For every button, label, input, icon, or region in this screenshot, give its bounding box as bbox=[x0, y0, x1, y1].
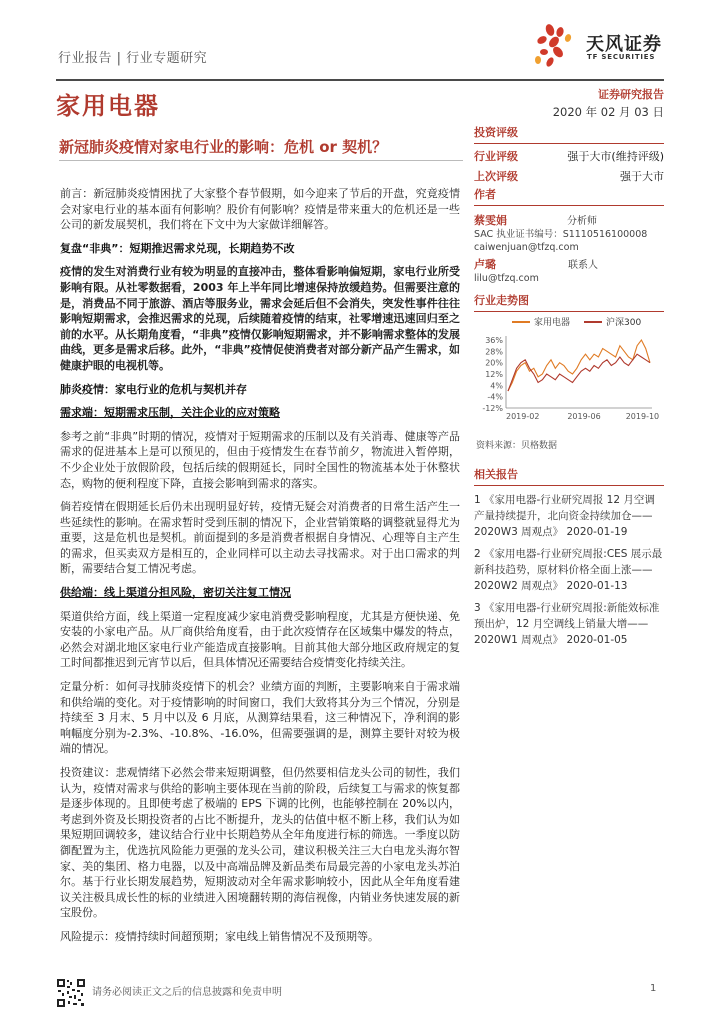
author2-row bbox=[474, 256, 664, 272]
x-tick-label: 2019-06 bbox=[567, 412, 601, 421]
author2-name: 卢璐 bbox=[474, 258, 496, 271]
paragraph-demand-1: 参考之前“非典”时期的情况，疫情对于短期需求的压制以及有关消毒、健康等产品需求的促进基本上是可以预见的，但由于疫情发生在春节前夕，物流进入暂停期，不少企业处于放假阶段，包括后续的假期延长，同时全国性的物流基本处于休整状态，购物的便利程度下降，直接会影响到需求的落实。 bbox=[60, 429, 460, 490]
legend-label: 家用电器 bbox=[534, 318, 571, 328]
report-category: 行业报告 | 行业专题研究 bbox=[58, 51, 208, 66]
related-reports-section bbox=[474, 466, 664, 648]
author2-role: 联系人 bbox=[568, 260, 598, 271]
industry-rating-value: 强于大市(维持评级) bbox=[567, 150, 664, 163]
main-content bbox=[60, 186, 460, 953]
chart-title: 行业走势图 bbox=[474, 292, 664, 312]
rating-title: 投资评级 bbox=[474, 124, 664, 144]
y-tick-label: 28% bbox=[485, 347, 503, 357]
x-tick-label: 2019-02 bbox=[506, 412, 540, 421]
related-report-1[interactable]: 1 《家用电器-行业研究周报 12 月空调产量持续提升，北向资金持续加仓——2020W3 周观点》 2020-01-19 bbox=[474, 494, 655, 538]
header-divider bbox=[56, 79, 664, 81]
report-date: 2020 年 02 月 03 日 bbox=[552, 105, 664, 119]
author1-cert: SAC 执业证书编号：S1110516100008 bbox=[474, 229, 648, 240]
paragraph-risk: 风险提示：疫情持续时间超预期；家电线上销售情况不及预期等。 bbox=[60, 929, 379, 943]
page-number: 1 bbox=[650, 983, 657, 994]
prev-rating-row bbox=[474, 168, 664, 184]
related-report-3[interactable]: 3 《家用电器-行业研究周报:新能效标准预出炉，12 月空调线上销量大增——2020W1 周观点》 2020-01-05 bbox=[474, 602, 660, 646]
industry-trend-chart bbox=[474, 292, 664, 436]
chart-svg bbox=[474, 312, 664, 432]
sector-title: 家用电器 bbox=[56, 92, 160, 120]
y-tick-label: -4% bbox=[487, 392, 503, 402]
y-tick-label: 12% bbox=[485, 370, 503, 379]
industry-rating-row bbox=[474, 148, 664, 164]
related-report-2[interactable]: 2 《家用电器-行业研究周报:CES 展示最新科技趋势，原材料价格全面上涨——2020W2 周观点》 2020-01-13 bbox=[474, 548, 663, 592]
paragraph-quantitative: 定量分析：如何寻找肺炎疫情下的机会？业绩方面的判断，主要影响来自于需求端和供给端的变化。对于疫情影响的时间窗口，我们大致将其分为三个情况，分别是持续至 3 月末、5 月中以及 6 月底，从测算结果看，这三种情况下，净利润的影响幅度分别为-2.3%、-10.8%、-16.0%，但需要强调的是，测算主要针对较为极端的情况。 bbox=[60, 680, 460, 756]
logo-text-en: TF SECURITIES bbox=[587, 53, 656, 61]
footer-disclaimer: 请务必阅读正文之后的信息披露和免责申明 bbox=[92, 987, 282, 998]
section-heading-demand: 需求端：短期需求压制，关注企业的应对策略 bbox=[60, 406, 280, 420]
paragraph-supply: 渠道供给方面，线上渠道一定程度减少家电消费受影响程度，尤其是方便快递、免安装的小家电产品。从厂商供给角度看，由于此次疫情存在区域集中爆发的特点，必然会对湖北地区家电行业产能造成直接影响。目前其他大部分地区政府规定的复工时间都推迟到元宵节以后，但具体情况还需要结合疫情变化持续关注。 bbox=[60, 609, 460, 670]
x-tick-label: 2019-10 bbox=[625, 412, 660, 421]
rating-section bbox=[474, 124, 664, 184]
author1-email[interactable]: caiwenjuan@tfzq.com bbox=[474, 242, 579, 253]
report-title: 新冠肺炎疫情对家电行业的影响：危机 or 契机？ bbox=[59, 138, 388, 156]
y-tick-label: 36% bbox=[485, 336, 503, 345]
chart-source: 资料来源：贝格数据 bbox=[476, 441, 558, 451]
related-title: 相关报告 bbox=[474, 466, 664, 486]
report-type: 证券研究报告 bbox=[598, 88, 664, 101]
qr-code-icon bbox=[56, 978, 86, 1008]
y-tick-label: -12% bbox=[482, 404, 503, 413]
paragraph-investment: 投资建议：悲观情绪下必然会带来短期调整，但仍然要相信龙头公司的韧性，我们认为，疫情对需求与供给的影响主要体现在当前的阶段，后续复工与需求的恢复都是逐步体现的。且即使考虑了极端的 EPS 下调的比例，也能够控制在 20%以内，考虑到外资及长期投资者的占比不断提升，龙头的估值中枢不断上移，我们认为如果短期回调较多，建议结合行业中长期趋势从全年角度进行标的筛选。一季度以防御配置为主，优选抗风险能力更强的龙头公司，建议积极关注三大白电龙头海尔智家、美的集团、格力电器，以及中高端品牌及新品类布局最完善的小家电龙头苏泊尔。基于行业长期发展趋势，短期波动对全年需求影响较小，因此从全年角度看建议关注极具成长性的标的业绩进入困境翻转期的海信视像，内销业务快速发展的新宝股份。 bbox=[60, 766, 460, 920]
section-heading-pneumonia: 肺炎疫情：家电行业的危机与契机并存 bbox=[60, 382, 247, 396]
prev-rating-label: 上次评级 bbox=[474, 170, 518, 183]
paragraph-sars: 疫情的发生对消费行业有较为明显的直接冲击，整体看影响偏短期，家电行业所受影响有限。从社零数据看，2003 年上半年同比增速保持放缓趋势。但需要注意的是，消费品不同于旅游、酒店等服务业，需求会延后但不会消失，突发性事件往往影响短期需求，会推迟需求的兑现，后续随着疫情的结束，社零增速迅速回归至之前的水平。从长期角度看，“非典”疫情仅影响短期需求，并不影响需求整体的发展曲线，更多是需求后移。此外，“非典”疫情促使消费者对部分新产品产生需求，如健康护眼的电视机等。 bbox=[60, 265, 460, 372]
y-tick-label: 20% bbox=[485, 358, 503, 368]
y-tick-label: 4% bbox=[490, 381, 503, 391]
intro-paragraph: 前言：新冠肺炎疫情困扰了大家整个春节假期，如今迎来了节后的开盘，究竟疫情会对家电行业的基本面有何影响？股价有何影响？疫情是带来重大的危机还是一些公司的新发展契机，我们将在下文中为大家做详细解答。 bbox=[60, 187, 460, 232]
prev-rating-value: 强于大市 bbox=[620, 170, 664, 183]
author1-row bbox=[474, 212, 664, 228]
section-heading-supply: 供给端：线上渠道分担风险，密切关注复工情况 bbox=[60, 586, 291, 600]
author2-email[interactable]: lilu@tfzq.com bbox=[474, 273, 539, 284]
author1-role: 分析师 bbox=[567, 216, 597, 227]
section-heading-sars: 复盘“非典”：短期推迟需求兑现，长期趋势不改 bbox=[60, 241, 295, 255]
logo-mark-icon bbox=[530, 18, 586, 74]
authors-title: 作者 bbox=[474, 186, 664, 206]
paragraph-demand-2: 倘若疫情在假期延长后仍未出现明显好转，疫情无疑会对消费者的日常生活产生一些延续性的影响。在需求暂时受到压制的情况下，企业营销策略的调整就显得尤为重要，这是危机也是契机。前面提到的多是消费者根据自身情况、心理等自主产生的需求，但买卖双方是相互的，企业同样可以主动去寻找需求。对于出口需求的判断，需要结合复工情况考虑。 bbox=[60, 500, 460, 576]
industry-rating-label: 行业评级 bbox=[474, 150, 518, 163]
title-divider bbox=[59, 160, 463, 161]
authors-section bbox=[474, 186, 664, 285]
legend-label: 沪深300 bbox=[606, 318, 642, 328]
series-line-csi300 bbox=[508, 354, 650, 391]
logo-text-cn: 天风证券 bbox=[586, 34, 662, 55]
author1-name: 蔡雯娟 bbox=[474, 214, 507, 227]
